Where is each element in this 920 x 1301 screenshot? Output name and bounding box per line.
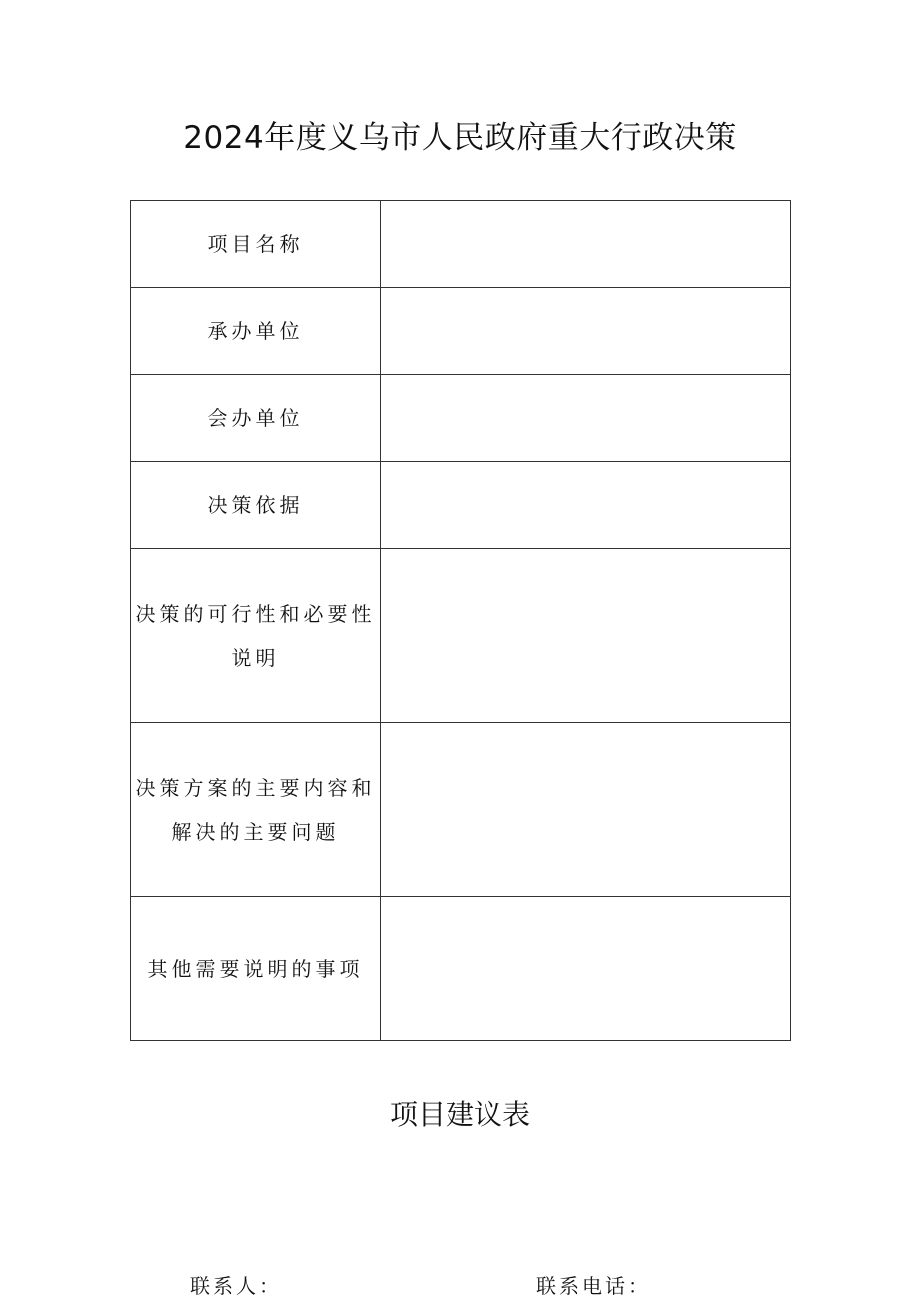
table-row [131, 897, 791, 1041]
field-value-other-matters[interactable] [381, 897, 791, 1041]
document-subtitle: 项目建议表 [389, 1098, 530, 1131]
field-label-cooperating-unit [131, 375, 381, 462]
table-row [131, 723, 791, 897]
field-value-feasibility[interactable] [381, 549, 791, 723]
table-row [131, 375, 791, 462]
field-label-text: 会办单位 [207, 406, 304, 430]
field-label-project-name [131, 201, 381, 288]
field-label-text-line2: 解决的主要问题 [171, 819, 340, 844]
field-label-text: 其他需要说明的事项 [147, 956, 364, 981]
field-label-feasibility [131, 549, 381, 723]
field-label-text-line2: 说明 [231, 645, 280, 670]
field-value-project-name[interactable] [381, 201, 791, 288]
table-row [131, 462, 791, 549]
field-value-decision-basis[interactable] [381, 462, 791, 549]
field-label-plan-content [131, 723, 381, 897]
field-label-text-line1: 决策的可行性和必要性 [135, 601, 376, 626]
contact-person-label: 联系人： [190, 1274, 282, 1298]
field-label-other-matters [131, 897, 381, 1041]
contact-phone-label: 联系电话： [536, 1274, 651, 1298]
field-label-lead-unit [131, 288, 381, 375]
field-value-cooperating-unit[interactable] [381, 375, 791, 462]
table-row [131, 549, 791, 723]
table-row [131, 201, 791, 288]
field-label-decision-basis [131, 462, 381, 549]
proposal-form-table [130, 200, 791, 1041]
field-label-text-line1: 决策方案的主要内容和 [135, 775, 376, 800]
field-label-text: 承办单位 [207, 319, 304, 343]
field-value-plan-content[interactable] [381, 723, 791, 897]
field-label-text: 项目名称 [207, 232, 304, 256]
field-value-lead-unit[interactable] [381, 288, 791, 375]
document-title: 2024年度义乌市人民政府重大行政决策 [183, 120, 737, 156]
table-row [131, 288, 791, 375]
field-label-text: 决策依据 [207, 493, 304, 517]
